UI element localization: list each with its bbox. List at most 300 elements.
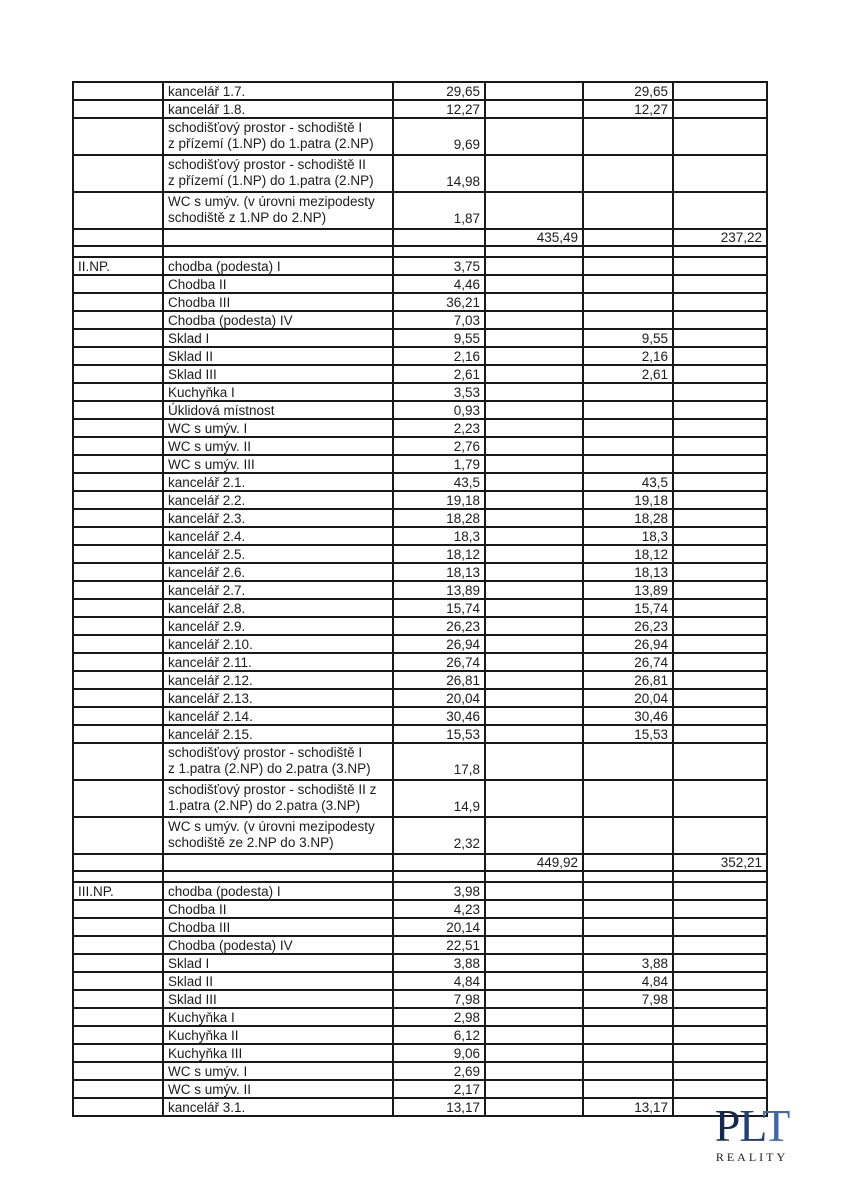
area-value-cell: 2,17 (393, 1080, 485, 1098)
area-value-cell: 26,23 (393, 617, 485, 635)
counted-area-cell: 15,53 (583, 725, 673, 743)
table-row (73, 689, 767, 707)
table-row (73, 1026, 767, 1044)
floor-label-cell (73, 347, 163, 365)
counted-total-cell (673, 918, 767, 936)
area-value-cell: 18,3 (393, 527, 485, 545)
floor-label-cell (73, 365, 163, 383)
room-name-cell: Chodba III (163, 918, 393, 936)
floor-total-cell (485, 347, 583, 365)
counted-total-cell: 352,21 (673, 854, 767, 871)
room-name-cell: kancelář 2.5. (163, 545, 393, 563)
room-name-line: schodišťový prostor - schodiště II (168, 157, 366, 172)
counted-area-cell (583, 455, 673, 473)
room-name-cell (163, 246, 393, 257)
counted-area-cell (583, 419, 673, 437)
table-row (73, 347, 767, 365)
table-row (73, 918, 767, 936)
area-value-cell: 0,93 (393, 401, 485, 419)
area-value-cell (393, 854, 485, 871)
floor-total-cell (485, 900, 583, 918)
room-name-cell (163, 118, 393, 155)
counted-total-cell (673, 900, 767, 918)
floor-label-cell (73, 936, 163, 954)
counted-total-cell (673, 293, 767, 311)
room-name-line: WC s umýv. (v úrovni mezipodesty (168, 194, 375, 209)
room-name-cell: kancelář 2.3. (163, 509, 393, 527)
area-value-cell: 29,65 (393, 82, 485, 100)
table-row (73, 437, 767, 455)
table-row (73, 545, 767, 563)
room-name-cell: kancelář 2.7. (163, 581, 393, 599)
counted-total-cell (673, 972, 767, 990)
counted-area-cell: 13,17 (583, 1098, 673, 1116)
counted-total-cell (673, 617, 767, 635)
area-value-cell: 2,61 (393, 365, 485, 383)
table-row (73, 1008, 767, 1026)
room-name-cell (163, 155, 393, 192)
floor-total-cell (485, 599, 583, 617)
area-value-cell: 3,53 (393, 383, 485, 401)
counted-area-cell: 9,55 (583, 329, 673, 347)
floor-label-cell (73, 617, 163, 635)
floor-label-cell (73, 1026, 163, 1044)
table-row (73, 383, 767, 401)
floor-label-cell (73, 509, 163, 527)
counted-area-cell (583, 311, 673, 329)
floor-label-cell (73, 707, 163, 725)
room-name-cell: Sklad I (163, 954, 393, 972)
area-value-cell: 20,14 (393, 918, 485, 936)
counted-area-cell: 2,16 (583, 347, 673, 365)
area-value-cell: 9,06 (393, 1044, 485, 1062)
counted-area-cell: 4,84 (583, 972, 673, 990)
counted-total-cell (673, 780, 767, 817)
counted-total-cell (673, 871, 767, 882)
counted-area-cell (583, 1062, 673, 1080)
area-value-cell (393, 871, 485, 882)
area-value-cell: 13,17 (393, 1098, 485, 1116)
area-value-cell: 9,69 (393, 118, 485, 155)
floor-label-cell (73, 1080, 163, 1098)
counted-total-cell (673, 329, 767, 347)
counted-area-cell (583, 155, 673, 192)
counted-total-cell (673, 817, 767, 854)
area-value-cell: 6,12 (393, 1026, 485, 1044)
table-row (73, 780, 767, 817)
floor-total-cell (485, 635, 583, 653)
floor-label-cell (73, 155, 163, 192)
floor-label-cell (73, 1062, 163, 1080)
room-name-line: WC s umýv. (v úrovni mezipodesty (168, 819, 375, 834)
logo-letter: T (762, 1100, 790, 1151)
counted-total-cell (673, 246, 767, 257)
floor-label-cell (73, 817, 163, 854)
floor-label-cell (73, 275, 163, 293)
area-value-cell (393, 246, 485, 257)
room-name-cell: WC s umýv. I (163, 419, 393, 437)
area-value-cell: 26,81 (393, 671, 485, 689)
area-value-cell: 7,98 (393, 990, 485, 1008)
room-name-line: schodišťový prostor - schodiště I (168, 745, 363, 760)
floor-total-cell (485, 365, 583, 383)
floor-total-cell (485, 1098, 583, 1116)
area-value-cell: 20,04 (393, 689, 485, 707)
floor-label-cell (73, 653, 163, 671)
room-name-cell (163, 871, 393, 882)
counted-area-cell (583, 936, 673, 954)
room-name-cell (163, 817, 393, 854)
floor-total-cell (485, 918, 583, 936)
floor-label-cell (73, 599, 163, 617)
counted-total-cell (673, 192, 767, 229)
table-row (73, 817, 767, 854)
room-name-cell: kancelář 2.15. (163, 725, 393, 743)
counted-total-cell (673, 437, 767, 455)
floor-total-cell (485, 707, 583, 725)
area-value-cell: 18,13 (393, 563, 485, 581)
table-row (73, 473, 767, 491)
floor-label-cell (73, 972, 163, 990)
counted-area-cell: 2,61 (583, 365, 673, 383)
area-value-cell: 14,9 (393, 780, 485, 817)
floor-label-cell (73, 229, 163, 246)
room-name-cell: kancelář 2.6. (163, 563, 393, 581)
floor-label-cell (73, 437, 163, 455)
counted-area-cell (583, 900, 673, 918)
floor-total-cell (485, 419, 583, 437)
floor-total-cell (485, 491, 583, 509)
floor-total-cell (485, 509, 583, 527)
floor-total-cell (485, 293, 583, 311)
counted-total-cell (673, 383, 767, 401)
floor-label-cell (73, 545, 163, 563)
floor-label-cell (73, 743, 163, 780)
floor-label-cell (73, 725, 163, 743)
area-value-cell: 17,8 (393, 743, 485, 780)
room-name-cell: Úklidová místnost (163, 401, 393, 419)
counted-total-cell (673, 491, 767, 509)
floor-label-cell (73, 527, 163, 545)
floor-label-cell (73, 329, 163, 347)
table-row (73, 257, 767, 275)
counted-area-cell: 7,98 (583, 990, 673, 1008)
room-name-cell: Sklad III (163, 990, 393, 1008)
table-row (73, 1080, 767, 1098)
room-name-cell: Chodba (podesta) IV (163, 936, 393, 954)
counted-total-cell (673, 419, 767, 437)
table-row (73, 293, 767, 311)
room-name-cell: kancelář 1.8. (163, 100, 393, 118)
counted-total-cell (673, 347, 767, 365)
table-row (73, 599, 767, 617)
floor-total-cell (485, 743, 583, 780)
floor-label-cell (73, 383, 163, 401)
counted-total-cell (673, 82, 767, 100)
floor-total-cell (485, 725, 583, 743)
counted-total-cell (673, 707, 767, 725)
floor-total-cell (485, 1080, 583, 1098)
floor-label-cell (73, 671, 163, 689)
room-name-line: 1.patra (2.NP) do 2.patra (3.NP) (168, 798, 361, 813)
area-value-cell: 9,55 (393, 329, 485, 347)
spacer-row (73, 246, 767, 257)
counted-total-cell (673, 954, 767, 972)
floor-total-cell (485, 455, 583, 473)
counted-total-cell (673, 599, 767, 617)
floor-label-cell (73, 82, 163, 100)
area-value-cell: 2,23 (393, 419, 485, 437)
room-name-cell: chodba (podesta) I (163, 882, 393, 900)
counted-total-cell (673, 118, 767, 155)
counted-area-cell: 26,23 (583, 617, 673, 635)
counted-area-cell: 18,13 (583, 563, 673, 581)
counted-total-cell (673, 581, 767, 599)
table-row (73, 401, 767, 419)
counted-total-cell (673, 545, 767, 563)
room-name-cell: kancelář 2.10. (163, 635, 393, 653)
floor-label-cell (73, 491, 163, 509)
counted-total-cell (673, 365, 767, 383)
counted-total-cell (673, 257, 767, 275)
room-name-cell: Sklad I (163, 329, 393, 347)
room-name-cell: Kuchyňka I (163, 1008, 393, 1026)
area-value-cell: 4,84 (393, 972, 485, 990)
floor-label-cell (73, 780, 163, 817)
area-value-cell: 18,28 (393, 509, 485, 527)
room-name-cell: chodba (podesta) I (163, 257, 393, 275)
table-row (73, 900, 767, 918)
floor-label-cell (73, 854, 163, 871)
table-row (73, 1044, 767, 1062)
floor-label-cell (73, 311, 163, 329)
counted-area-cell: 18,3 (583, 527, 673, 545)
table-row (73, 365, 767, 383)
counted-area-cell (583, 293, 673, 311)
counted-area-cell: 43,5 (583, 473, 673, 491)
counted-total-cell (673, 671, 767, 689)
floor-total-cell (485, 155, 583, 192)
counted-area-cell (583, 854, 673, 871)
floor-total-cell (485, 689, 583, 707)
area-value-cell: 2,98 (393, 1008, 485, 1026)
floor-total-cell (485, 817, 583, 854)
counted-total-cell (673, 509, 767, 527)
room-name-line: schodišťový prostor - schodiště II z (168, 782, 377, 797)
logo-title (698, 1100, 806, 1151)
floor-label-cell (73, 192, 163, 229)
floor-label-cell (73, 954, 163, 972)
area-value-cell: 36,21 (393, 293, 485, 311)
floor-total-cell (485, 527, 583, 545)
floor-total-cell (485, 1008, 583, 1026)
logo-subtitle: REALITY (715, 1150, 789, 1164)
room-name-line: schodiště z 1.NP do 2.NP) (168, 210, 327, 225)
counted-total-cell (673, 401, 767, 419)
area-value-cell: 2,16 (393, 347, 485, 365)
area-value-cell: 7,03 (393, 311, 485, 329)
area-value-cell: 4,23 (393, 900, 485, 918)
counted-total-cell (673, 527, 767, 545)
table-row (73, 311, 767, 329)
counted-area-cell: 12,27 (583, 100, 673, 118)
area-value-cell: 26,94 (393, 635, 485, 653)
room-name-cell: WC s umýv. I (163, 1062, 393, 1080)
floor-total-cell (485, 275, 583, 293)
floor-total-cell (485, 545, 583, 563)
counted-area-cell (583, 918, 673, 936)
room-name-line: z 1.patra (2.NP) do 2.patra (3.NP) (168, 761, 371, 776)
spacer-row (73, 871, 767, 882)
counted-area-cell (583, 229, 673, 246)
counted-area-cell (583, 871, 673, 882)
counted-area-cell: 18,12 (583, 545, 673, 563)
table-row (73, 329, 767, 347)
floor-label-cell (73, 419, 163, 437)
floor-label-cell (73, 1008, 163, 1026)
counted-area-cell (583, 780, 673, 817)
floor-label-cell (73, 1098, 163, 1116)
table-row (73, 882, 767, 900)
floor-total-cell (485, 246, 583, 257)
room-name-cell: Sklad III (163, 365, 393, 383)
table-row (73, 707, 767, 725)
area-value-cell: 2,69 (393, 1062, 485, 1080)
counted-total-cell (673, 936, 767, 954)
area-value-cell: 2,32 (393, 817, 485, 854)
floor-total-cell (485, 329, 583, 347)
subtotal-row (73, 854, 767, 871)
room-name-cell: Kuchyňka III (163, 1044, 393, 1062)
counted-total-cell (673, 1062, 767, 1080)
table-row (73, 1098, 767, 1116)
floor-total-cell (485, 936, 583, 954)
table-row (73, 118, 767, 155)
counted-total-cell (673, 455, 767, 473)
table-row (73, 509, 767, 527)
table-row (73, 936, 767, 954)
room-name-cell (163, 780, 393, 817)
floor-label-cell (73, 581, 163, 599)
counted-area-cell: 29,65 (583, 82, 673, 100)
plt-logo (698, 1100, 806, 1165)
counted-total-cell (673, 689, 767, 707)
counted-area-cell: 20,04 (583, 689, 673, 707)
area-value-cell: 12,27 (393, 100, 485, 118)
room-name-cell: Sklad II (163, 972, 393, 990)
room-name-line: schodiště ze 2.NP do 3.NP) (168, 835, 334, 850)
counted-total-cell (673, 743, 767, 780)
area-value-cell: 13,89 (393, 581, 485, 599)
subtotal-row (73, 229, 767, 246)
counted-area-cell (583, 275, 673, 293)
area-value-cell: 1,87 (393, 192, 485, 229)
table-row (73, 671, 767, 689)
floor-total-cell (485, 954, 583, 972)
counted-total-cell (673, 155, 767, 192)
floor-label-cell: II.NP. (73, 257, 163, 275)
counted-area-cell (583, 1080, 673, 1098)
floor-label-cell (73, 455, 163, 473)
table-row (73, 491, 767, 509)
counted-total-cell (673, 990, 767, 1008)
counted-area-cell (583, 1026, 673, 1044)
counted-area-cell (583, 383, 673, 401)
counted-total-cell (673, 725, 767, 743)
floor-total-cell (485, 437, 583, 455)
room-name-cell: Kuchyňka II (163, 1026, 393, 1044)
floor-label-cell (73, 990, 163, 1008)
floor-total-cell (485, 581, 583, 599)
area-value-cell: 3,98 (393, 882, 485, 900)
room-name-cell: kancelář 2.4. (163, 527, 393, 545)
floor-total-cell (485, 671, 583, 689)
counted-area-cell (583, 246, 673, 257)
room-name-cell: WC s umýv. III (163, 455, 393, 473)
table-row (73, 653, 767, 671)
room-name-cell: WC s umýv. II (163, 1080, 393, 1098)
floor-total-cell (485, 563, 583, 581)
room-name-cell (163, 743, 393, 780)
table-row (73, 527, 767, 545)
counted-total-cell (673, 653, 767, 671)
counted-total-cell (673, 1080, 767, 1098)
table-body (73, 82, 767, 1116)
floor-total-cell (485, 118, 583, 155)
floor-label-cell (73, 918, 163, 936)
counted-area-cell: 30,46 (583, 707, 673, 725)
room-name-line: z přízemí (1.NP) do 1.patra (2.NP) (168, 173, 374, 188)
floor-total-cell (485, 1062, 583, 1080)
floor-total-cell (485, 882, 583, 900)
table-row (73, 581, 767, 599)
room-name-cell: Chodba II (163, 275, 393, 293)
table-row (73, 635, 767, 653)
table-row (73, 743, 767, 780)
room-name-cell: kancelář 2.8. (163, 599, 393, 617)
room-name-cell (163, 854, 393, 871)
room-name-cell (163, 192, 393, 229)
table-row (73, 419, 767, 437)
area-value-cell (393, 229, 485, 246)
counted-total-cell (673, 1044, 767, 1062)
counted-total-cell (673, 1026, 767, 1044)
room-name-cell: Chodba (podesta) IV (163, 311, 393, 329)
counted-area-cell (583, 437, 673, 455)
counted-area-cell (583, 118, 673, 155)
floor-total-cell (485, 653, 583, 671)
area-value-cell: 2,76 (393, 437, 485, 455)
floor-label-cell (73, 563, 163, 581)
floor-label-cell (73, 246, 163, 257)
area-value-cell: 1,79 (393, 455, 485, 473)
area-value-cell: 26,74 (393, 653, 485, 671)
counted-total-cell (673, 1008, 767, 1026)
table-row (73, 82, 767, 100)
counted-area-cell: 13,89 (583, 581, 673, 599)
table-row (73, 954, 767, 972)
room-name-line: schodišťový prostor - schodiště I (168, 120, 363, 135)
counted-area-cell (583, 257, 673, 275)
counted-area-cell (583, 817, 673, 854)
logo-letter: L (739, 1100, 763, 1151)
floor-total-cell (485, 100, 583, 118)
area-value-cell: 3,75 (393, 257, 485, 275)
floor-total-cell (485, 972, 583, 990)
counted-area-cell: 26,81 (583, 671, 673, 689)
table-row (73, 972, 767, 990)
floor-total-cell (485, 311, 583, 329)
